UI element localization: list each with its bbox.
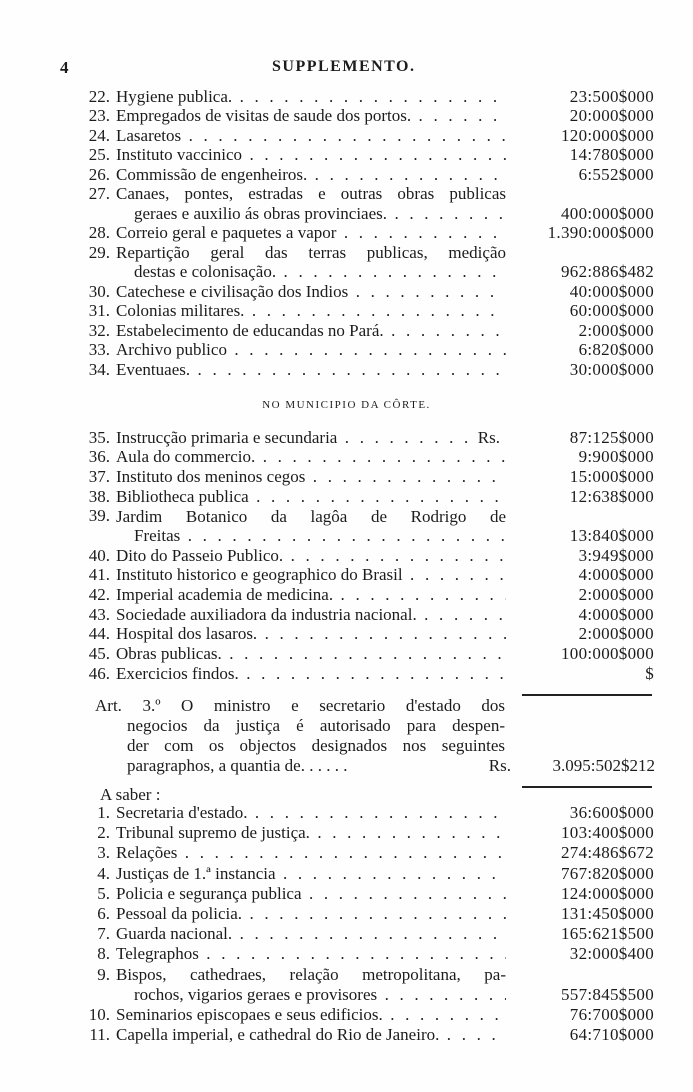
item-description: Archivo publico . . . bbox=[116, 340, 506, 360]
item-number: 7. bbox=[97, 924, 110, 944]
item-number: 44. bbox=[88, 624, 110, 644]
page-number: 4 bbox=[60, 58, 69, 77]
item-description: Imperial academia de medicina. . . . bbox=[116, 585, 506, 605]
item-amount: 40:000$000 bbox=[569, 281, 654, 301]
item-amount: 274:486$672 bbox=[560, 843, 654, 863]
item-amount: 962:886$482 bbox=[560, 262, 654, 282]
item-amount: 124:000$000 bbox=[560, 883, 654, 903]
item-number: 2. bbox=[97, 823, 110, 843]
item-number: 38. bbox=[88, 486, 110, 506]
item-number: 30. bbox=[88, 281, 110, 301]
budget-item-row bbox=[70, 1005, 654, 1025]
budget-item-row bbox=[70, 487, 654, 507]
budget-item-row bbox=[70, 585, 654, 605]
item-amount: 103:400$000 bbox=[560, 823, 654, 843]
item-description: rochos, vigarios geraes e provisores . . . bbox=[116, 985, 506, 1005]
item-number: 39. bbox=[88, 506, 110, 526]
item-amount: 6:820$000 bbox=[578, 340, 654, 360]
item-number: 10. bbox=[88, 1004, 110, 1024]
budget-item-row bbox=[70, 904, 654, 924]
budget-item-row bbox=[70, 204, 654, 224]
item-description: Tribunal supremo de justiça. . . . bbox=[116, 823, 506, 843]
item-description: Instituto vaccinico . . . bbox=[116, 145, 506, 165]
item-amount: 2:000$000 bbox=[578, 585, 654, 605]
item-description: Colonias militares. . . . bbox=[116, 301, 506, 321]
item-description: Jardim Botanico da lagôa de Rodrigo de bbox=[116, 506, 506, 526]
item-description: Instituto historico e geographico do Brasil . . . bbox=[116, 565, 506, 585]
budget-item-row bbox=[70, 843, 654, 863]
budget-item-row bbox=[70, 546, 654, 566]
budget-item-row bbox=[70, 243, 654, 263]
item-description: Dito do Passeio Publico. . . . bbox=[116, 546, 506, 566]
item-number: 1. bbox=[97, 803, 110, 823]
item-amount: 2:000$000 bbox=[578, 624, 654, 644]
item-number: 40. bbox=[88, 545, 110, 565]
item-number: 42. bbox=[88, 585, 110, 605]
budget-item-row bbox=[70, 526, 654, 546]
item-description: Instrucção primaria e secundaria . . . bbox=[116, 428, 474, 448]
item-amount: 36:600$000 bbox=[569, 803, 654, 823]
item-description: Freitas . . . bbox=[116, 526, 506, 546]
item-number: 34. bbox=[88, 359, 110, 379]
item-amount: 767:820$000 bbox=[560, 863, 654, 883]
item-description: Eventuaes. . . . bbox=[116, 360, 506, 380]
budget-item-row bbox=[70, 302, 654, 322]
item-description: Instituto dos meninos cegos . . . bbox=[116, 467, 506, 487]
item-description: Relações . . . bbox=[116, 843, 506, 863]
item-amount: 3:949$000 bbox=[578, 545, 654, 565]
item-number: 4. bbox=[97, 863, 110, 883]
item-description: Commissão de engenheiros. . . . bbox=[116, 165, 506, 185]
item-description: Canaes, pontes, estradas e outras obras publicas bbox=[116, 184, 506, 204]
item-amount: 32:000$400 bbox=[569, 944, 654, 964]
item-amount: 13:840$000 bbox=[569, 526, 654, 546]
budget-item-row bbox=[70, 185, 654, 205]
item-amount: 87:125$000 bbox=[569, 427, 654, 447]
article-3 bbox=[95, 696, 655, 776]
item-description: Hygiene publica. . . . bbox=[116, 87, 506, 107]
item-description: Policia e segurança publica . . . bbox=[116, 884, 506, 904]
article-line: der com os objectos designados nos seguintes bbox=[127, 736, 505, 756]
item-number: 29. bbox=[88, 242, 110, 262]
item-amount: 165:621$500 bbox=[560, 924, 654, 944]
item-amount: 4:000$000 bbox=[578, 565, 654, 585]
item-amount: 557:845$500 bbox=[560, 984, 654, 1004]
section-heading: NO MUNICIPIO DA CÔRTE. bbox=[262, 399, 431, 411]
item-number: 32. bbox=[88, 320, 110, 340]
budget-item-row bbox=[70, 985, 654, 1005]
item-description: Aula do commercio. . . . bbox=[116, 447, 506, 467]
item-number: 3. bbox=[97, 843, 110, 863]
budget-item-row bbox=[70, 924, 654, 944]
item-amount: 2:000$000 bbox=[578, 320, 654, 340]
item-amount: 12:638$000 bbox=[569, 486, 654, 506]
budget-item-row bbox=[70, 965, 654, 985]
article-line: negocios da justiça é autorisado para despen- bbox=[127, 716, 505, 736]
item-number: 25. bbox=[88, 145, 110, 165]
budget-item-row bbox=[70, 864, 654, 884]
total-rule bbox=[522, 786, 652, 788]
item-description: Exercicios findos. . . . bbox=[116, 664, 506, 684]
item-number: 37. bbox=[88, 467, 110, 487]
item-description: Sociedade auxiliadora da industria nacional. . . . bbox=[116, 605, 506, 625]
item-description: geraes e auxilio ás obras provinciaes. . . . bbox=[116, 204, 506, 224]
budget-list-group1 bbox=[70, 87, 654, 380]
item-number: 24. bbox=[88, 125, 110, 145]
budget-item-row bbox=[70, 664, 654, 684]
article-line: Art. 3.º O ministro e secretario d'estado dos bbox=[95, 696, 505, 716]
budget-item-row bbox=[70, 605, 654, 625]
item-description: Pessoal da policia. . . . bbox=[116, 904, 506, 924]
item-number: 5. bbox=[97, 883, 110, 903]
item-amount: 14:780$000 bbox=[569, 145, 654, 165]
item-amount: 64:710$000 bbox=[569, 1025, 654, 1045]
budget-item-row bbox=[70, 566, 654, 586]
item-description: Justiças de 1.ª instancia . . . bbox=[116, 864, 506, 884]
item-description: Capella imperial, e cathedral do Rio de Janeiro. . . . bbox=[116, 1025, 506, 1045]
item-number: 35. bbox=[88, 427, 110, 447]
budget-item-row bbox=[70, 625, 654, 645]
budget-item-row bbox=[70, 321, 654, 341]
item-amount: $ bbox=[645, 663, 654, 683]
budget-item-row bbox=[70, 467, 654, 487]
budget-item-row bbox=[70, 1025, 654, 1045]
budget-item-row bbox=[70, 282, 654, 302]
item-description: Seminarios episcopaes e seus edificios. . . . bbox=[116, 1005, 506, 1025]
item-amount: 1.390:000$000 bbox=[547, 223, 654, 243]
item-description: Repartição geral das terras publicas, medição bbox=[116, 242, 506, 262]
currency-label: Rs. bbox=[477, 427, 500, 447]
budget-item-row bbox=[70, 126, 654, 146]
item-description: Obras publicas. . . . bbox=[116, 644, 506, 664]
item-number: 28. bbox=[88, 223, 110, 243]
item-number: 23. bbox=[88, 106, 110, 126]
budget-item-row bbox=[70, 428, 654, 448]
item-number: 31. bbox=[88, 301, 110, 321]
item-description: Bibliotheca publica . . . bbox=[116, 487, 506, 507]
budget-item-row bbox=[70, 107, 654, 127]
item-amount: 15:000$000 bbox=[569, 467, 654, 487]
item-amount: 20:000$000 bbox=[569, 106, 654, 126]
item-number: 11. bbox=[89, 1025, 110, 1045]
item-amount: 6:552$000 bbox=[578, 164, 654, 184]
item-amount: 60:000$000 bbox=[569, 301, 654, 321]
budget-item-row bbox=[70, 803, 654, 823]
item-number: 8. bbox=[97, 944, 110, 964]
item-number: 41. bbox=[88, 565, 110, 585]
item-amount: 9:900$000 bbox=[578, 447, 654, 467]
item-description: Catechese e civilisação dos Indios . . . bbox=[116, 282, 506, 302]
budget-item-row bbox=[70, 823, 654, 843]
article-line: paragraphos, a quantia de. . . . . . bbox=[127, 756, 348, 775]
budget-item-row bbox=[70, 944, 654, 964]
budget-item-row bbox=[70, 165, 654, 185]
item-description: Estabelecimento de educandas no Pará. . . . bbox=[116, 321, 506, 341]
item-description: Bispos, cathedraes, relação metropolitana, pa- bbox=[116, 964, 506, 984]
item-description: destas e colonisação. . . . bbox=[116, 262, 506, 282]
budget-item-row bbox=[70, 507, 654, 527]
budget-item-row bbox=[70, 87, 654, 107]
item-description: Lasaretos . . . bbox=[116, 126, 506, 146]
budget-item-row bbox=[70, 644, 654, 664]
item-description: Hospital dos lasaros. . . . bbox=[116, 624, 506, 644]
budget-item-row bbox=[70, 146, 654, 166]
article-rs: Rs. bbox=[488, 756, 511, 775]
item-amount: 4:000$000 bbox=[578, 604, 654, 624]
item-description: Correio geral e paquetes a vapor . . . bbox=[116, 223, 506, 243]
item-number: 33. bbox=[88, 340, 110, 360]
item-number: 9. bbox=[97, 964, 110, 984]
item-description: Telegraphos . . . bbox=[116, 944, 506, 964]
item-description: Guarda nacional. . . . bbox=[116, 924, 506, 944]
item-number: 46. bbox=[88, 663, 110, 683]
item-number: 45. bbox=[88, 644, 110, 664]
item-amount: 400:000$000 bbox=[560, 203, 654, 223]
item-description: Empregados de visitas de saude dos portos. . . . bbox=[116, 106, 506, 126]
budget-item-row bbox=[70, 884, 654, 904]
item-amount: 131:450$000 bbox=[560, 904, 654, 924]
budget-item-row bbox=[70, 341, 654, 361]
item-number: 22. bbox=[88, 86, 110, 106]
item-number: 43. bbox=[88, 604, 110, 624]
budget-item-row bbox=[70, 263, 654, 283]
page-title: SUPPLEMENTO. bbox=[272, 58, 416, 75]
item-number: 6. bbox=[97, 904, 110, 924]
budget-item-row bbox=[70, 448, 654, 468]
item-amount: 23:500$000 bbox=[569, 86, 654, 106]
item-amount: 100:000$000 bbox=[560, 644, 654, 664]
item-amount: 30:000$000 bbox=[569, 359, 654, 379]
budget-item-row bbox=[70, 360, 654, 380]
item-description: Secretaria d'estado. . . . bbox=[116, 803, 506, 823]
item-amount: 76:700$000 bbox=[569, 1004, 654, 1024]
article-total: 3.095:502$212 bbox=[552, 756, 655, 775]
budget-list-group3 bbox=[70, 803, 654, 1045]
budget-list-group2 bbox=[70, 428, 654, 684]
item-number: 36. bbox=[88, 447, 110, 467]
a-saber-heading: A saber : bbox=[100, 785, 161, 804]
item-amount: 120:000$000 bbox=[560, 125, 654, 145]
item-number: 26. bbox=[88, 164, 110, 184]
budget-item-row bbox=[70, 224, 654, 244]
item-number: 27. bbox=[88, 184, 110, 204]
